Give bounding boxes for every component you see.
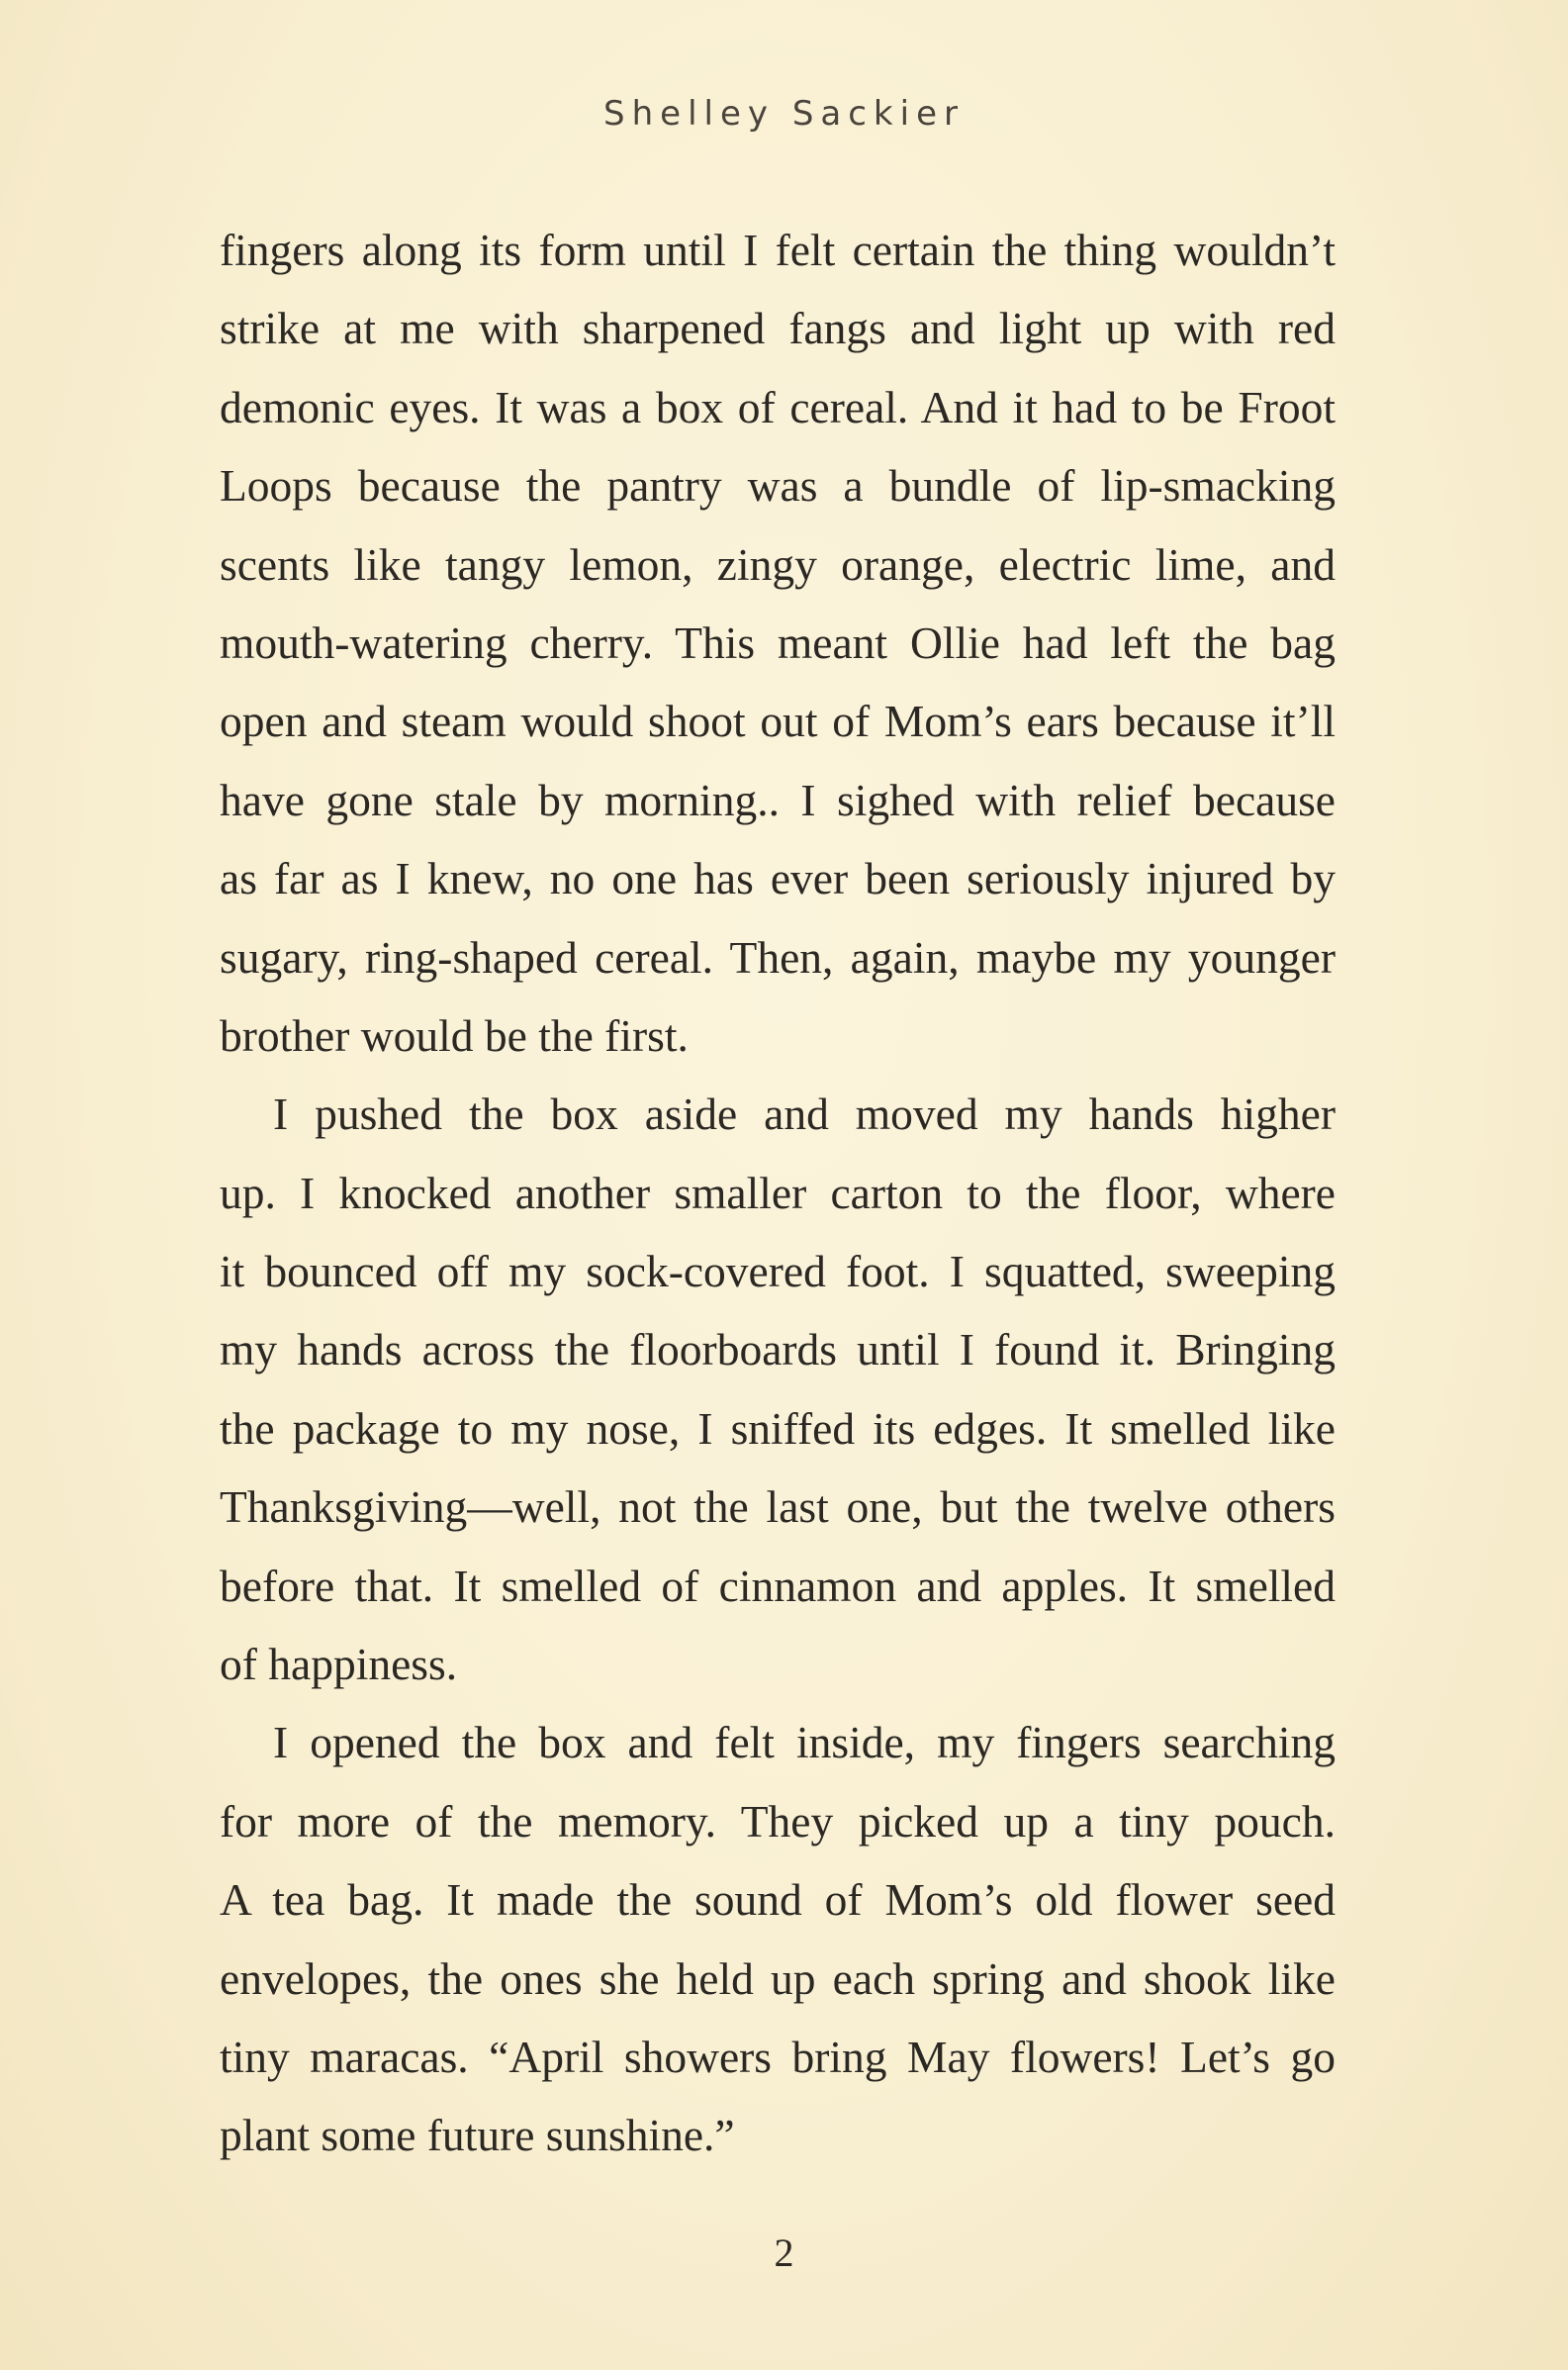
text-line: for more of the memory. They picked up a tiny pouch. bbox=[220, 1795, 1336, 1847]
text-line: scents like tangy lemon, zingy orange, electric lime, and bbox=[220, 538, 1336, 590]
text-line: before that. It smelled of cinnamon and apples. It smelled bbox=[220, 1560, 1336, 1611]
text-line: plant some future sunshine.” bbox=[220, 2110, 735, 2161]
text-line: A tea bag. It made the sound of Mom’s old flower seed bbox=[220, 1874, 1336, 1926]
text-line: Thanksgiving—well, not the last one, but the twelve others bbox=[220, 1481, 1336, 1533]
text-line: tiny maracas. “April showers bring May flowers! Let’s go bbox=[220, 2031, 1336, 2082]
body-text bbox=[220, 211, 1336, 2175]
text-line: brother would be the first. bbox=[220, 1009, 689, 1061]
text-line: I opened the box and felt inside, my fingers searching bbox=[273, 1717, 1336, 1768]
text-line: open and steam would shoot out of Mom’s ears because it’ll bbox=[220, 696, 1336, 747]
paragraph-3 bbox=[220, 1703, 1336, 2174]
paragraph-1 bbox=[220, 211, 1336, 1075]
text-line: of happiness. bbox=[220, 1639, 458, 1690]
text-line: envelopes, the ones she held up each spring and shook like bbox=[220, 1952, 1336, 2004]
running-head-author: Shelley Sackier bbox=[603, 94, 965, 134]
text-line: up. I knocked another smaller carton to the floor, where bbox=[220, 1167, 1336, 1218]
text-line: mouth-watering cherry. This meant Ollie had left the bag bbox=[220, 616, 1336, 668]
text-line: sugary, ring-shaped cereal. Then, again, maybe my younger bbox=[220, 931, 1336, 983]
text-line: as far as I knew, no one has ever been seriously injured by bbox=[220, 853, 1336, 904]
text-line: have gone stale by morning.. I sighed with relief because bbox=[220, 774, 1336, 825]
text-line: Loops because the pantry was a bundle of lip-smacking bbox=[220, 460, 1336, 512]
text-line: I pushed the box aside and moved my hands higher bbox=[273, 1089, 1336, 1140]
text-line: demonic eyes. It was a box of cereal. And it had to be Froot bbox=[220, 381, 1336, 432]
text-line: strike at me with sharpened fangs and light up with red bbox=[220, 303, 1336, 354]
text-line: fingers along its form until I felt certain the thing wouldn’t bbox=[220, 225, 1336, 275]
paragraph-2 bbox=[220, 1075, 1336, 1703]
page-number: 2 bbox=[774, 2230, 794, 2275]
text-line: the package to my nose, I sniffed its edges. It smelled like bbox=[220, 1402, 1336, 1454]
text-line: my hands across the floorboards until I found it. Bringing bbox=[220, 1324, 1336, 1375]
text-line: it bounced off my sock-covered foot. I squatted, sweeping bbox=[220, 1246, 1336, 1297]
